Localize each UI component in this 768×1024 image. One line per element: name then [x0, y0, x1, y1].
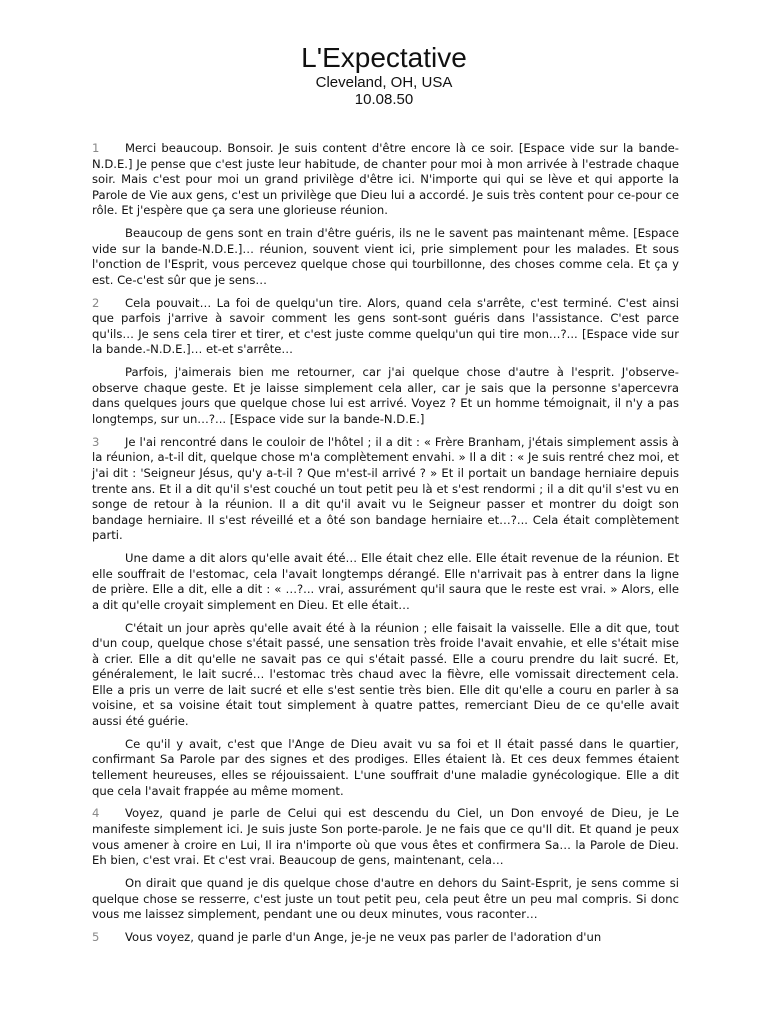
document-date: 10.08.50 — [354, 91, 414, 108]
paragraph-text: Parfois, j'aimerais bien me retourner, car j'ai quelque chose d'autre à l'esprit. J'observe-observe chaque geste. Et je laisse simplement cela aller, car je sais que la personne s'apercevra dans quelques jours que quelque chose lui est arrivé. Voyez ? Et un homme témoignait, il n'y a pas longtemps, sur un…?... [Espace vide sur la bande-N.D.E.] — [92, 365, 679, 426]
paragraph-text: Vous voyez, quand je parle d'un Ange, je-je ne veux pas parler de l'adoration d'un — [125, 930, 602, 945]
paragraph — [92, 551, 679, 613]
paragraph-number: 3 — [92, 434, 100, 449]
paragraph-number: 1 — [92, 141, 100, 155]
sermon-body — [92, 141, 679, 953]
document-location: Cleveland, OH, USA — [315, 74, 453, 91]
paragraph — [92, 226, 679, 288]
paragraph — [92, 876, 679, 923]
paragraph-text: Ce qu'il y avait, c'est que l'Ange de Dieu avait vu sa foi et Il était passé dans le quartier, confirmant Sa Parole par des signes et des prodiges. Elles étaient là. Et ces deux femmes étaient tellement heureuses, elles se réjouissaient. L'une souffrait d'une maladie gynécologique. Elle a dit que cela l'avait frappée au même moment. — [92, 736, 679, 798]
paragraph — [92, 365, 679, 427]
document-header — [0, 0, 768, 108]
document-title: L'Expectative — [301, 42, 467, 73]
paragraph-text: Merci beaucoup. Bonsoir. Je suis content d'être encore là ce soir. [Espace vide sur la bande-N.D.E.] Je pense que c'est juste leur habitude, de chanter pour moi à mon arrivée à l'estrade chaque soir. Mais c'est pour moi un grand privilège d'être ici. N'importe qui qui se lève et qui apporte la Parole de Vie aux gens, c'est un privilège que Dieu lui a accordé. Je suis très content pour ce-pour ce rôle. Et j'espère que ça sera une glorieuse réunion. — [92, 141, 679, 218]
paragraph-text: Cela pouvait… La foi de quelqu'un tire. Alors, quand cela s'arrête, c'est terminé. C'est ainsi que parfois j'arrive à savoir comment les gens sont-sont guéris dans l'assistance. C'est parce qu'ils… Je sens cela tirer et tirer, et c'est juste comme quelqu'un qui tire mon…?... [Espace vide sur la bande.-N.D.E.]… et-et s'arrête… — [92, 295, 679, 357]
paragraph-text: C'était un jour après qu'elle avait été à la réunion ; elle faisait la vaisselle. Elle a dit que, tout d'un coup, quelque chose s'était passé, une sensation très froide l'avait envahie, et elle s'était mise à crier. Elle a dit qu'elle ne savait pas ce qui s'était passé. Elle a couru prendre du lait sucré. Et, généralement, le lait sucré… l'estomac très chaud avec la fièvre, elle vomissait directement cela. Elle a pris un verre de lait sucré et elle s'est sentie très bien. Elle dit qu'elle a couru en parler à sa voisine, et sa voisine était tout simplement à quatre pattes, remerciant Dieu de ce qu'elle avait aussi été guérie. — [92, 620, 679, 728]
paragraph-number: 4 — [92, 806, 100, 821]
paragraph-text: Voyez, quand je parle de Celui qui est descendu du Ciel, un Don envoyé de Dieu, je Le manifeste simplement ici. Je suis juste Son porte-parole. Je ne fais que ce qu'Il dit. Et quand je peux vous amener à croire en Lui, Il ira n'importe où que vous êtes et confirmera Sa… la Parole de Dieu. Eh bien, c'est vrai. Et c'est vrai. Beaucoup de gens, maintenant, cela… — [92, 806, 679, 868]
paragraph-text: Beaucoup de gens sont en train d'être guéris, ils ne le savent pas maintenant même. [Espace vide sur la bande-N.D.E.]… réunion, souvent vient ici, prie simplement pour les malades. Et sous l'onction de l'Esprit, vous percevez quelque chose qui tourbillonne, des choses comme cela. Et ça y est. Ce-c'est sûr que je sens… — [92, 226, 679, 287]
paragraph — [92, 435, 679, 544]
paragraph-number: 2 — [92, 295, 100, 310]
paragraph — [92, 621, 679, 730]
paragraph-number: 5 — [92, 930, 100, 945]
paragraph-text: On dirait que quand je dis quelque chose d'autre en dehors du Saint-Esprit, je sens comme si quelque chose se resserre, c'est juste un tout petit peu, cela peut être un peu mal compris. Si donc vous me laissez simplement, pendant une ou deux minutes, vous raconter… — [92, 876, 679, 922]
paragraph — [92, 141, 679, 219]
paragraph — [92, 737, 679, 799]
paragraph-text: Une dame a dit alors qu'elle avait été… Elle était chez elle. Elle était revenue de la réunion. Et elle souffrait de l'estomac, cela l'avait longtemps dérangé. Elle n'arrivait pas à entrer dans la ligne de prière. Elle a dit, elle a dit : « …?... vrai, assurément qu'il saura que le reste est vrai. » Alors, elle a dit qu'elle croyait simplement en Dieu. Et elle était… — [92, 551, 679, 612]
paragraph-text: Je l'ai rencontré dans le couloir de l'hôtel ; il a dit : « Frère Branham, j'étais simplement assis à la réunion, a-t-il dit, quelque chose m'a complètement envahi. » Il a dit : « Je suis rentré chez moi, et j'ai dit : 'Seigneur Jésus, qu'y a-t-il ? Que m'est-il arrivé ? » Et il portait un bandage herniaire depuis trente ans. Et il a dit qu'il s'est couché un tout petit peu là et s'est rendormi ; il a dit qu'il s'est vu en songe de retour à la réunion. Il a dit qu'il avait vu le Seigneur passer et montrer du doigt son bandage herniaire. Il s'est réveillé et a ôté son bandage herniaire et…?... Cela était complètement parti. — [92, 434, 679, 543]
paragraph — [92, 930, 679, 946]
paragraph — [92, 806, 679, 868]
paragraph — [92, 296, 679, 358]
